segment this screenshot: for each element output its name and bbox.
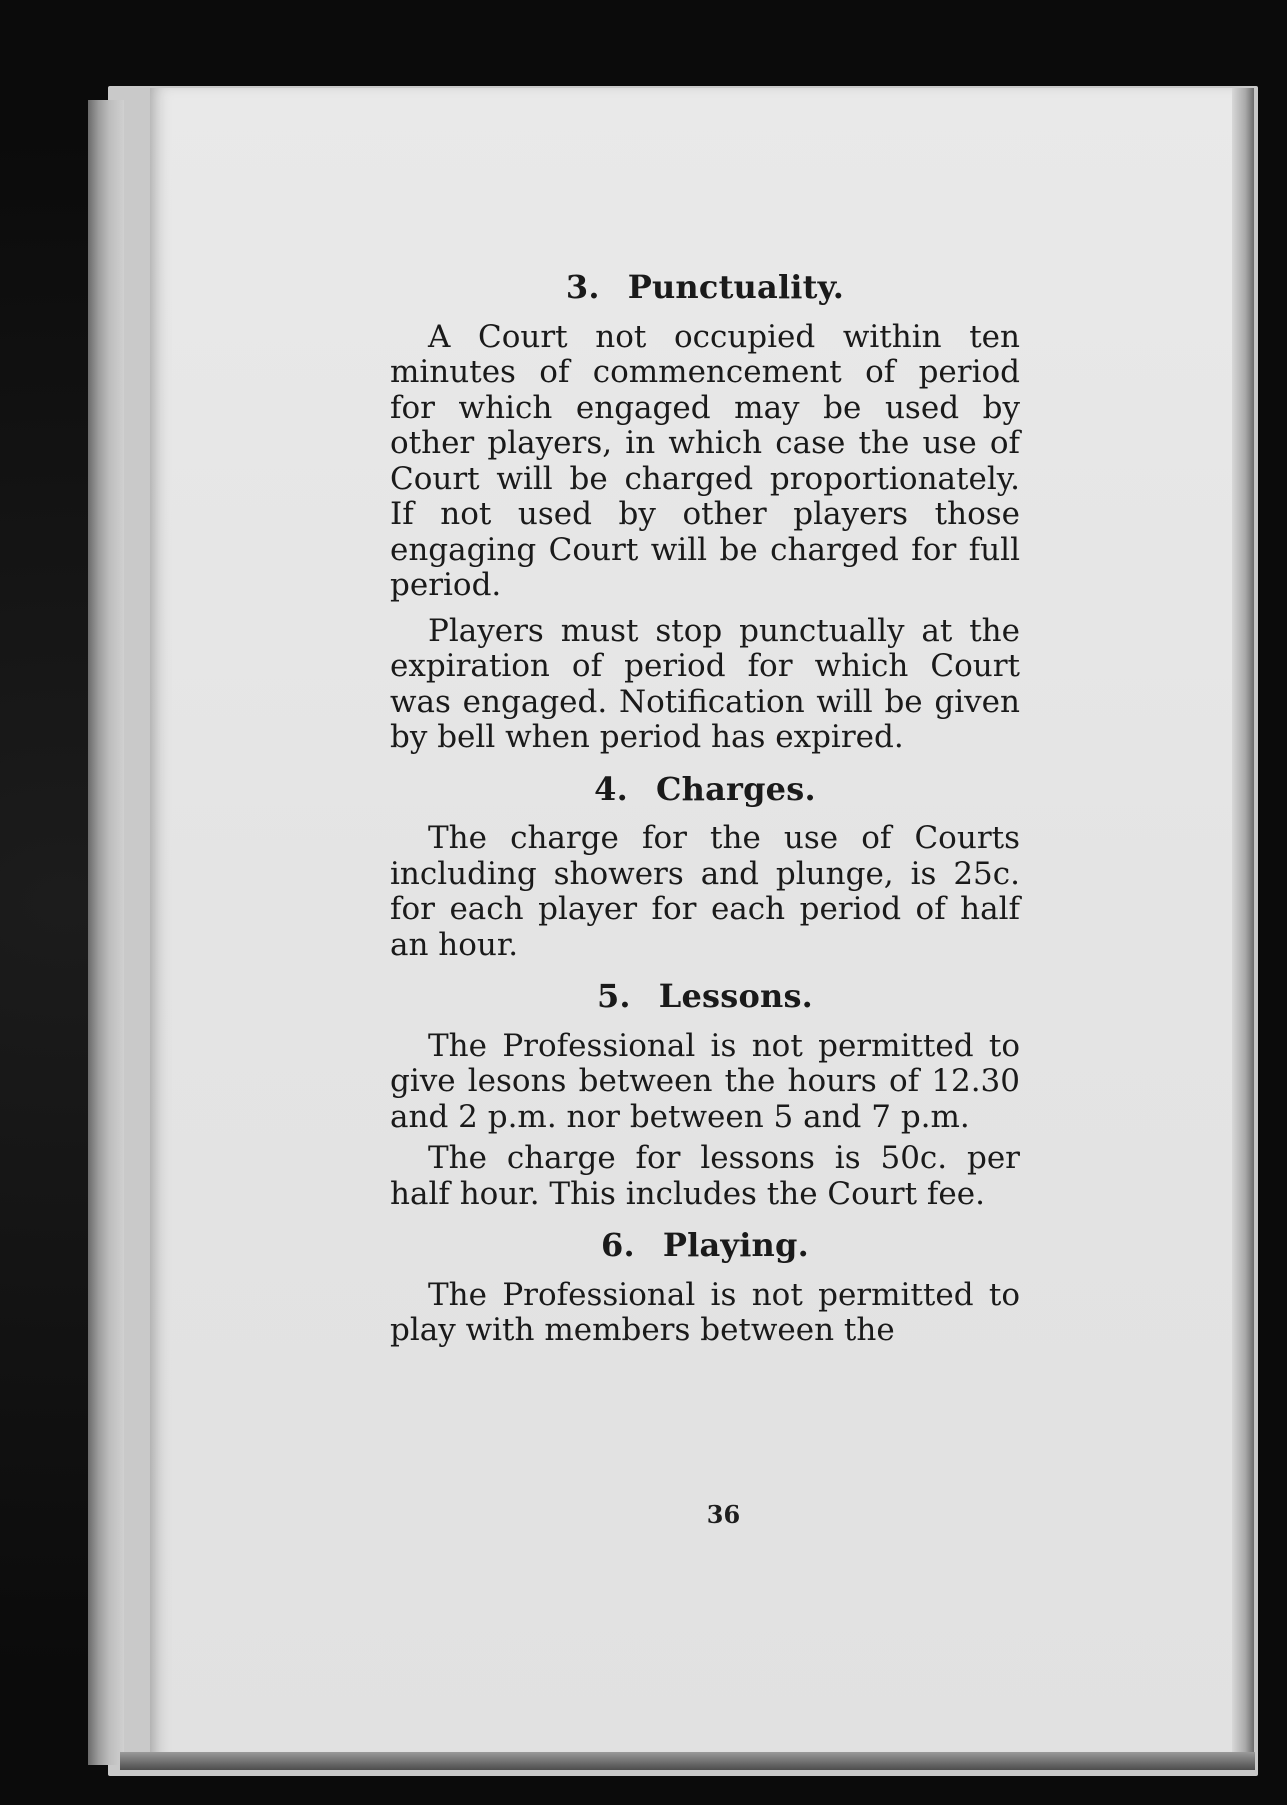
section-playing	[390, 1228, 1020, 1349]
page-bottom-edge	[120, 1752, 1255, 1770]
paragraph: Players must stop punctually at the expiration of period for which Court was engaged. Notification will be given by bell when period has expired.	[390, 612, 1020, 755]
paragraph: The charge for the use of Courts including showers and plunge, is 25c. for each player for each period of half an hour.	[390, 820, 1020, 963]
paragraph: The Professional is not permitted to play with members between the	[390, 1276, 1020, 1348]
section-heading	[390, 769, 1020, 808]
section-number: 5.	[596, 977, 631, 1015]
section-heading	[390, 1228, 1020, 1264]
section-heading	[390, 270, 1020, 306]
page-number	[0, 1500, 1287, 1529]
section-number: 3.	[565, 268, 600, 306]
section-heading	[390, 979, 1020, 1015]
page-text	[390, 270, 1020, 1359]
section-title: Charges.	[655, 769, 816, 808]
section-punctuality	[390, 270, 1020, 756]
page-number-text: 36	[706, 1500, 741, 1529]
section-title: Playing.	[662, 1226, 809, 1264]
section-number: 6.	[601, 1226, 635, 1264]
paragraph: The charge for lessons is 50c. per half hour. This includes the Court fee.	[390, 1140, 1020, 1212]
section-title: Punctuality.	[627, 268, 845, 306]
paragraph: A Court not occupied within ten minutes of commencement of period for which engaged may be used by other players, in which case the use of Court will be charged proportionately. If not used by other players those engaging Court will be charged for full period.	[390, 318, 1020, 603]
section-lessons	[390, 979, 1020, 1212]
section-number: 4.	[594, 769, 628, 808]
section-title: Lessons.	[658, 977, 814, 1015]
paragraph: The Professional is not permitted to give lesons between the hours of 12.30 and 2 p.m. nor between 5 and 7 p.m.	[390, 1027, 1020, 1135]
section-charges	[390, 769, 1020, 964]
